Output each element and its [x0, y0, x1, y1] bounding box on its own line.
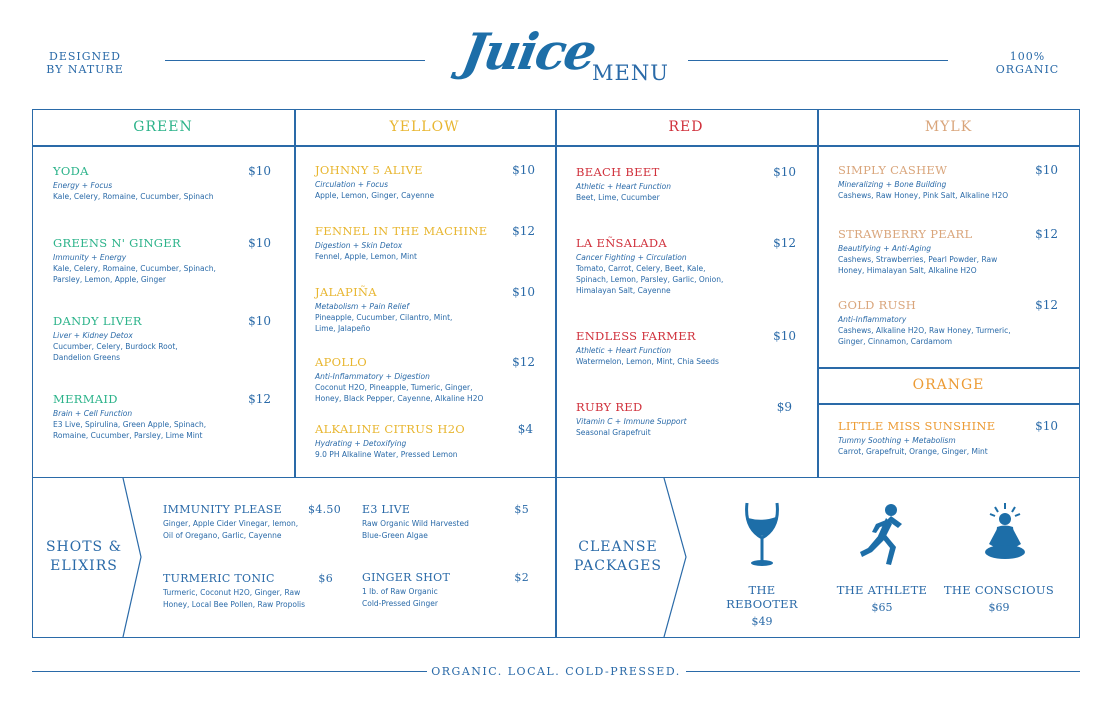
- item-benefit: Hydrating + Detoxifying: [315, 439, 407, 448]
- item-name: RUBY RED: [576, 400, 643, 414]
- shot-item: [163, 572, 333, 611]
- item-price: $12: [512, 224, 535, 238]
- chevron-cleanse: [664, 478, 686, 637]
- item-price: $10: [512, 285, 535, 299]
- item-ingredients: Beet, Lime, Cucumber: [576, 193, 660, 202]
- footer-rule-right: [686, 671, 1080, 672]
- item-price: $4: [517, 422, 533, 436]
- item-name: MERMAID: [53, 392, 118, 406]
- logo-menu: MENU: [592, 61, 669, 85]
- tagline-line: BY NATURE: [46, 63, 124, 76]
- item-name: GREENS N' GINGER: [53, 236, 181, 250]
- item-ingredients: Cashews, Raw Honey, Pink Salt, Alkaline H2O: [838, 191, 1009, 200]
- item-benefit: Vitamin C + Immune Support: [576, 417, 687, 426]
- package-name: THE CONSCIOUS: [943, 583, 1055, 597]
- item-benefit: Brain + Cell Function: [53, 409, 133, 418]
- package-rebooter: [712, 583, 812, 628]
- item-benefit: Tummy Soothing + Metabolism: [838, 436, 956, 445]
- package-price: $65: [871, 601, 893, 614]
- item-benefit: Anti-Inflammatory: [838, 315, 907, 324]
- column-title-orange: ORANGE: [912, 377, 985, 393]
- logo-script: Juice: [457, 22, 600, 81]
- item-benefit: Circulation + Focus: [315, 180, 389, 189]
- item-ingredients: Seasonal Grapefruit: [576, 428, 651, 437]
- item-price: $10: [1035, 419, 1058, 433]
- column-title-red: RED: [668, 119, 704, 135]
- item-ingredients: Cashews, Alkaline H2O, Raw Honey, Turmeric,: [838, 326, 1011, 335]
- item-benefit: Metabolism + Pain Relief: [315, 302, 409, 311]
- item-ingredients: Tomato, Carrot, Celery, Beet, Kale,: [576, 264, 706, 273]
- item-ingredients: Kale, Celery, Romaine, Cucumber, Spinach: [53, 192, 214, 201]
- shots-title: [36, 538, 132, 576]
- cleanse-title-line: CLEANSE: [578, 539, 658, 555]
- cleanse-title-line: PACKAGES: [574, 558, 662, 574]
- item-price: $12: [1035, 227, 1058, 241]
- item-ingredients: Spinach, Lemon, Parsley, Garlic, Onion,: [576, 275, 724, 284]
- shot-desc: Ginger, Apple Cider Vinegar, lemon,: [163, 519, 299, 528]
- item-benefit: Athletic + Heart Function: [576, 346, 671, 355]
- item-ingredients: Coconut H2O, Pineapple, Tumeric, Ginger,: [315, 383, 473, 392]
- cleanse-title: [570, 538, 666, 576]
- tagline-line: 100%: [1009, 50, 1046, 63]
- item-price: $9: [776, 400, 792, 414]
- shot-desc: Raw Organic Wild Harvested: [362, 519, 469, 528]
- item-name: DANDY LIVER: [53, 314, 142, 328]
- item-price: $10: [773, 165, 796, 179]
- item-ingredients: Watermelon, Lemon, Mint, Chia Seeds: [576, 357, 719, 366]
- item-ingredients: Pineapple, Cucumber, Cilantro, Mint,: [315, 313, 453, 322]
- item-benefit: Cancer Fighting + Circulation: [576, 253, 687, 262]
- item-ingredients: Himalayan Salt, Cayenne: [576, 286, 671, 295]
- package-price: $69: [988, 601, 1010, 614]
- item-name: FENNEL IN THE MACHINE: [315, 224, 488, 238]
- tagline-line: ORGANIC: [995, 63, 1060, 76]
- item-name: LITTLE MISS SUNSHINE: [838, 419, 996, 433]
- item-name: YODA: [53, 164, 89, 178]
- item-price: $10: [248, 236, 271, 250]
- item-ingredients: Honey, Black Pepper, Cayenne, Alkaline H2O: [315, 394, 484, 403]
- shot-item: [362, 571, 529, 610]
- footer-rule-left: [32, 671, 427, 672]
- item-ingredients: Lime, Jalapeño: [315, 324, 371, 333]
- shot-name: GINGER SHOT: [362, 571, 451, 584]
- shot-name: IMMUNITY PLEASE: [163, 503, 282, 516]
- shot-desc: Blue-Green Algae: [362, 531, 428, 540]
- package-name: THE REBOOTER: [726, 583, 798, 611]
- item-name: BEACH BEET: [576, 165, 660, 179]
- item-price: $10: [248, 164, 271, 178]
- item-price: $12: [248, 392, 271, 406]
- item-price: $10: [512, 163, 535, 177]
- item-name: LA EÑSALADA: [576, 236, 668, 250]
- item-ingredients: 9.0 PH Alkaline Water, Pressed Lemon: [315, 450, 458, 459]
- item-price: $12: [1035, 298, 1058, 312]
- tagline-line: DESIGNED: [49, 50, 121, 63]
- item-ingredients: Cucumber, Celery, Burdock Root,: [53, 342, 178, 351]
- package-price: $49: [751, 615, 773, 628]
- shot-desc: Turmeric, Coconut H2O, Ginger, Raw: [163, 588, 301, 597]
- shot-desc: Honey, Local Bee Pollen, Raw Propolis: [163, 600, 306, 609]
- item-ingredients: Carrot, Grapefruit, Orange, Ginger, Mint: [838, 447, 988, 456]
- item-name: ENDLESS FARMER: [576, 329, 696, 343]
- shots-title-line: ELIXIRS: [50, 558, 118, 574]
- shot-price: $6: [318, 572, 333, 585]
- package-athlete: [832, 583, 932, 614]
- item-ingredients: Kale, Celery, Romaine, Cucumber, Spinach,: [53, 264, 216, 273]
- item-ingredients: E3 Live, Spirulina, Green Apple, Spinach,: [53, 420, 207, 429]
- item-ingredients: Parsley, Lemon, Apple, Ginger: [53, 275, 166, 284]
- item-price: $12: [773, 236, 796, 250]
- wine-glass-icon: [742, 500, 782, 568]
- item-ingredients: Dandelion Greens: [53, 353, 121, 362]
- runner-icon: [858, 502, 908, 568]
- shot-price: $4.50: [308, 503, 341, 516]
- shot-item: [163, 503, 341, 542]
- package-name: THE ATHLETE: [836, 583, 928, 597]
- item-name: JALAPIÑA: [315, 285, 377, 299]
- column-title-green: GREEN: [133, 119, 193, 135]
- shot-desc: Cold-Pressed Ginger: [362, 599, 438, 608]
- item-ingredients: Romaine, Cucumber, Parsley, Lime Mint: [53, 431, 203, 440]
- item-name: GOLD RUSH: [838, 298, 917, 312]
- shot-desc: Oil of Oregano, Garlic, Cayenne: [163, 531, 282, 540]
- item-price: $12: [512, 355, 535, 369]
- item-ingredients: Apple, Lemon, Ginger, Cayenne: [315, 191, 435, 200]
- shot-name: TURMERIC TONIC: [163, 572, 275, 585]
- item-benefit: Anti-Inflammatory + Digestion: [315, 372, 430, 381]
- item-ingredients: Cashews, Strawberries, Pearl Powder, Raw: [838, 255, 998, 264]
- item-benefit: Liver + Kidney Detox: [53, 331, 133, 340]
- footer-tagline: ORGANIC. LOCAL. COLD-PRESSED.: [431, 665, 681, 678]
- item-ingredients: Ginger, Cinnamon, Cardamom: [838, 337, 953, 346]
- item-name: APOLLO: [315, 355, 367, 369]
- column-title-mylk: MYLK: [924, 119, 973, 135]
- item-name: JOHNNY 5 ALIVE: [315, 163, 423, 177]
- column-title-yellow: YELLOW: [389, 119, 460, 135]
- shots-title-line: SHOTS &: [45, 539, 123, 555]
- item-ingredients: Fennel, Apple, Lemon, Mint: [315, 252, 417, 261]
- item-benefit: Immunity + Energy: [53, 253, 127, 262]
- package-conscious: [942, 583, 1056, 614]
- item-name: ALKALINE CITRUS H2O: [315, 422, 466, 436]
- item-benefit: Mineralizing + Bone Building: [838, 180, 947, 189]
- shot-desc: 1 lb. of Raw Organic: [362, 587, 438, 596]
- item-benefit: Beautifying + Anti-Aging: [838, 244, 931, 253]
- item-price: $10: [1035, 163, 1058, 177]
- shot-price: $5: [514, 503, 529, 516]
- item-benefit: Digestion + Skin Detox: [315, 241, 403, 250]
- shot-name: E3 LIVE: [362, 503, 411, 516]
- item-price: $10: [248, 314, 271, 328]
- item-price: $10: [773, 329, 796, 343]
- shot-price: $2: [514, 571, 529, 584]
- item-name: SIMPLY CASHEW: [838, 163, 948, 177]
- item-name: STRAWBERRY PEARL: [838, 227, 973, 241]
- meditation-icon: [980, 500, 1030, 566]
- shot-item: [362, 503, 529, 542]
- item-benefit: Energy + Focus: [53, 181, 113, 190]
- item-benefit: Athletic + Heart Function: [576, 182, 671, 191]
- item-ingredients: Honey, Himalayan Salt, Alkaline H2O: [838, 266, 977, 275]
